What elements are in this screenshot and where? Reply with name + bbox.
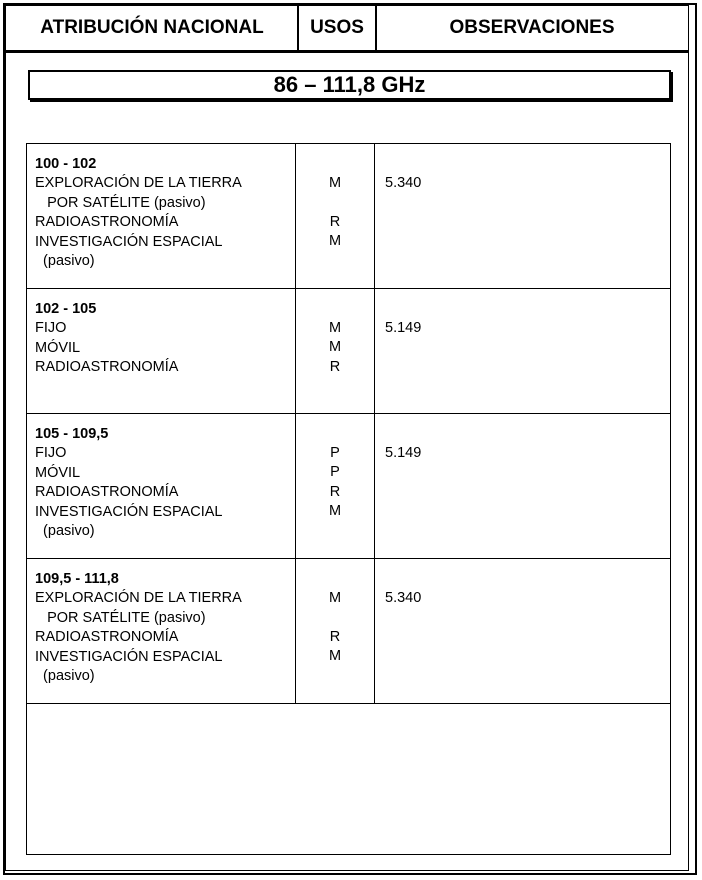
service-line: POR SATÉLITE (pasivo): [35, 194, 206, 211]
service-line: (pasivo): [35, 253, 95, 270]
use-code: R: [329, 628, 341, 645]
table-row: [27, 559, 670, 704]
header-uses: USOS: [310, 17, 364, 38]
uses-cell: [295, 414, 375, 558]
frequency-range: 105 - 109,5: [35, 426, 109, 442]
observations-cell: 5.340: [385, 590, 422, 606]
empty-row: [27, 704, 670, 854]
use-code: [296, 193, 374, 212]
use-code: M: [328, 648, 342, 665]
header-divider-2: [375, 6, 377, 50]
service-line: RADIOASTRONOMÍA: [35, 484, 179, 501]
uses-cell: [295, 289, 375, 413]
use-code: M: [328, 175, 342, 191]
attribution-cell: [35, 414, 295, 558]
use-code: M: [328, 503, 342, 520]
use-code: R: [329, 213, 341, 230]
service-line: RADIOASTRONOMÍA: [35, 629, 179, 646]
service-line: (pasivo): [35, 668, 95, 685]
frequency-range: 102 - 105: [35, 301, 97, 317]
header-observations: OBSERVACIONES: [449, 17, 615, 38]
table-row: [27, 414, 670, 559]
use-code: M: [328, 590, 342, 606]
observations-cell: 5.340: [385, 175, 422, 191]
use-code: R: [329, 358, 341, 375]
use-code: P: [330, 464, 340, 481]
use-code: [296, 608, 374, 627]
table-row: [27, 144, 670, 289]
service-line: MÓVIL: [35, 339, 81, 356]
use-code: M: [328, 320, 342, 336]
attribution-cell: [35, 144, 295, 288]
uses-cell: [295, 144, 375, 288]
service-line: INVESTIGACIÓN ESPACIAL: [35, 648, 223, 665]
allocation-table: [26, 143, 671, 855]
header-attribution: ATRIBUCIÓN NACIONAL: [40, 17, 264, 38]
service-line: MÓVIL: [35, 464, 81, 481]
table-row: [27, 289, 670, 414]
use-code: M: [328, 233, 342, 250]
service-line: RADIOASTRONOMÍA: [35, 359, 179, 376]
service-line: (pasivo): [35, 523, 95, 540]
header-rule: [6, 50, 688, 53]
service-line: POR SATÉLITE (pasivo): [35, 609, 206, 626]
service-line: FIJO: [35, 445, 67, 462]
service-line: RADIOASTRONOMÍA: [35, 214, 179, 231]
service-line: EXPLORACIÓN DE LA TIERRA: [35, 590, 242, 607]
frequency-range: 109,5 - 111,8: [35, 571, 119, 587]
service-line: INVESTIGACIÓN ESPACIAL: [35, 233, 223, 250]
use-code: R: [329, 483, 341, 500]
frequency-band-title: 86 – 111,8 GHz: [28, 70, 671, 100]
attribution-cell: [35, 289, 295, 413]
frequency-range: 100 - 102: [35, 156, 97, 172]
attribution-cell: [35, 559, 295, 703]
service-line: FIJO: [35, 320, 67, 337]
service-line: INVESTIGACIÓN ESPACIAL: [35, 503, 223, 520]
use-code: M: [328, 339, 342, 356]
use-code: P: [330, 445, 340, 461]
uses-cell: [295, 559, 375, 703]
observations-cell: 5.149: [385, 320, 422, 336]
observations-cell: 5.149: [385, 445, 422, 461]
header-divider-1: [297, 6, 299, 50]
service-line: EXPLORACIÓN DE LA TIERRA: [35, 175, 242, 192]
